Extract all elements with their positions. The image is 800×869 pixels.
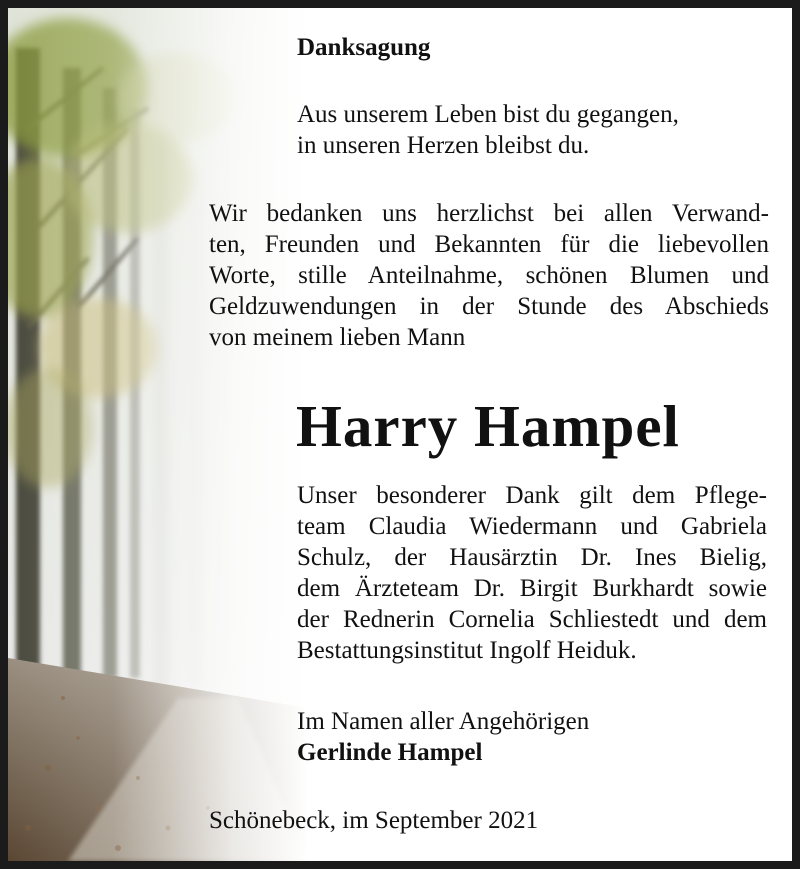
special-thanks-line: dem Ärzteteam Dr. Birgit Burkhardt sowie [297, 575, 767, 602]
foggy-autumn-tree-avenue-icon [8, 8, 308, 861]
headline: Danksagung [297, 34, 431, 61]
special-thanks-line: Schulz, der Hausärztin Dr. Ines Bielig, [297, 544, 767, 571]
place-date: Schönebeck, im September 2021 [209, 807, 539, 834]
special-thanks-line: der Rednerin Cornelia Schliestedt und dem [297, 606, 767, 633]
signoff [297, 706, 589, 768]
verse [297, 99, 679, 161]
deceased-name: Harry Hampel [296, 393, 680, 459]
thanks-line: Worte, stille Anteilnahme, schönen Blumen und [209, 262, 769, 289]
verse-line: in unseren Herzen bleibst du. [297, 132, 590, 159]
signer-name: Gerlinde Hampel [297, 739, 483, 766]
thanks-line: ten, Freunden und Bekannten für die liebevollen [209, 231, 769, 258]
thanks-line: Wir bedanken uns herzlichst bei allen Verwand- [209, 200, 769, 227]
thanks-line: Geldzuwendungen in der Stunde des Abschieds [209, 293, 769, 320]
verse-line: Aus unserem Leben bist du gegangen, [297, 101, 679, 128]
special-thanks-paragraph [297, 480, 767, 666]
signoff-intro: Im Namen aller Angehörigen [297, 708, 590, 735]
special-thanks-line: team Claudia Wiedermann und Gabriela [297, 513, 767, 540]
thanks-line: von meinem lieben Mann [209, 324, 466, 351]
thanks-paragraph [209, 198, 769, 353]
special-thanks-line: Unser besonderer Dank gilt dem Pflege- [297, 482, 767, 509]
special-thanks-line: Bestattungsinstitut Ingolf Heiduk. [297, 637, 637, 664]
